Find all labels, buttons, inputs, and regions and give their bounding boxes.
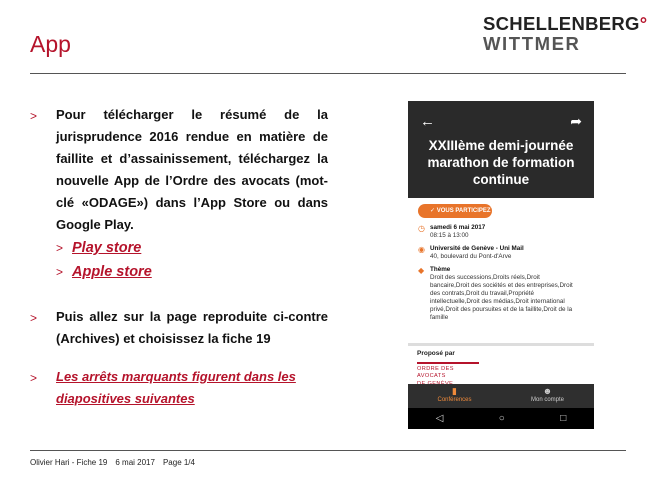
participate-button[interactable] [418,204,492,218]
play-store-link[interactable]: Play store [72,240,142,256]
proposed-by-section [408,346,594,386]
proposed-by-label: Proposé par [417,350,455,357]
event-details [408,198,594,343]
sub-item-play-store [56,236,330,260]
apple-store-link[interactable]: Apple store [72,264,152,280]
tab-account[interactable] [501,384,594,408]
bullet-text: Pour télécharger le résumé de la jurisprudence 2016 rendue en matière de faillite et d’assainissement, téléchargez la nouvelle App de l’Ordre des avocats (mot-clé «ODAGE») dans l’App Store ou dans Google Play. [56,107,328,232]
participate-label: VOUS PARTICIPEZ [436,208,491,214]
sub-item-apple-store [56,260,330,284]
share-icon[interactable]: ➦ [570,113,582,129]
nav-home-icon[interactable]: ○ [498,413,505,424]
organizer-logo [417,362,479,384]
tag-icon: ◆ [418,266,425,275]
bullet-archives [30,306,330,350]
title-divider [30,73,626,74]
bookmark-icon: ▮ [452,386,457,396]
event-venue: Université de Genève - Uni Mail [430,245,524,252]
tab-conferences[interactable] [408,384,501,408]
bullet-marker: > [30,371,38,385]
location-pin-icon: ◉ [418,245,425,254]
slide-title: App [30,31,71,57]
slide-content [30,104,330,410]
bullet-key-rulings [30,366,330,410]
app-tab-bar [408,384,594,408]
bullet-marker: > [30,311,38,325]
nav-recents-icon[interactable]: □ [560,413,567,424]
check-icon: ✓ [430,208,436,214]
bullet-marker: > [30,109,38,123]
logo-line1-text: SCHELLENBERG [483,13,640,34]
footer-divider [30,450,626,451]
event-title: XXIIIème demi-journée marathon de formation continue [427,138,575,187]
android-nav-bar [408,408,594,429]
logo-mark: ° [639,13,647,34]
theme-text: Droit des successions,Droits réels,Droit bancaire,Droit des sociétés et des entreprises,Droit des contrats,Droit du travail,Propriété intellectuelle,Droit des médias,Droit international privé,Droit des poursuites et de la faillite,Droit de la famille [430,274,573,321]
bullet-marker: > [56,241,64,255]
theme-label: Thème [430,266,451,273]
back-arrow-icon[interactable]: ← [420,113,435,130]
footer-author: Olivier Hari - Fiche 19 [30,458,108,467]
organizer-logo-line1: ORDRE DES AVOCATS [417,366,454,379]
event-header [408,101,594,198]
account-icon: ☻ [542,386,553,396]
event-location-row [418,245,588,261]
footer-date: 6 mai 2017 [115,458,155,467]
bullet-text: Puis allez sur la page reproduite ci-contre (Archives) et choisissez la fiche 19 [56,309,328,346]
clock-icon: ◷ [418,224,425,233]
slide-footer [30,458,195,467]
bullet-marker: > [56,265,64,279]
event-address: 40, boulevard du Pont-d'Arve [430,253,512,260]
app-screenshot [408,101,594,429]
event-date: samedi 6 mai 2017 [430,224,486,231]
key-rulings-link[interactable]: Les arrêts marquants figurent dans les diapositives suivantes [56,369,296,406]
company-logo [483,13,647,54]
event-time: 08:15 à 13:00 [430,232,469,239]
event-date-row [418,224,588,240]
bullet-download-app [30,104,330,236]
nav-back-icon[interactable]: ◁ [435,413,444,424]
event-theme-row [418,266,588,322]
footer-page: Page 1/4 [162,458,195,467]
tab-account-label: Mon compte [530,397,564,403]
tab-conferences-label: Conférences [437,397,472,403]
logo-line2-text: WITTMER [483,33,581,54]
